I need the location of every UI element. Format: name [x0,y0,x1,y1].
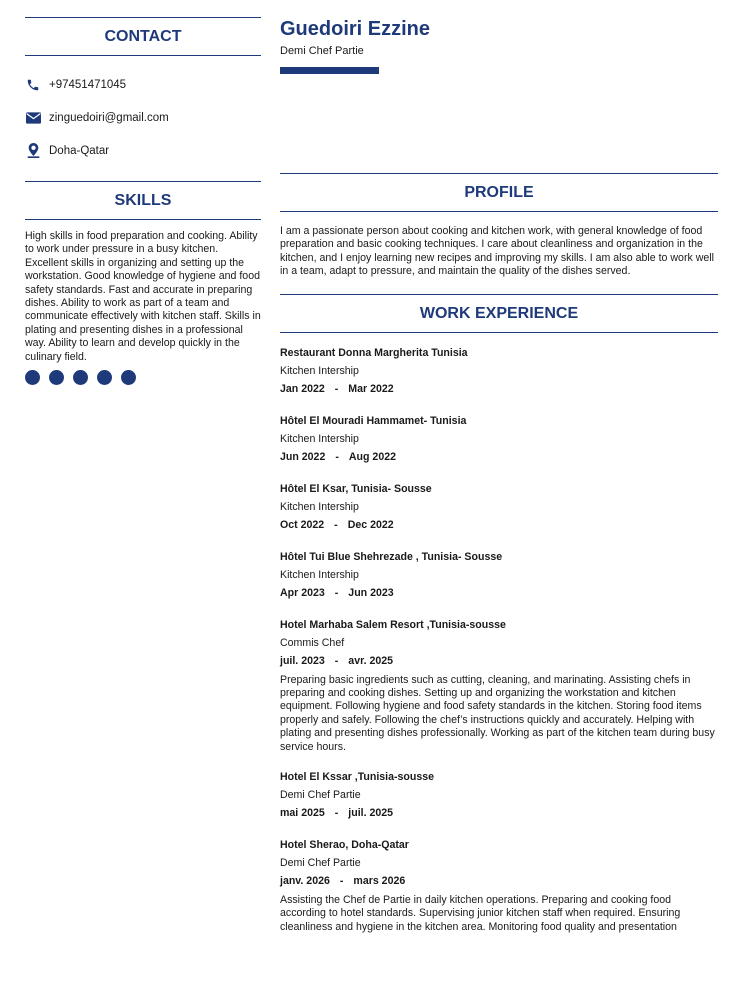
rating-dot [121,370,136,385]
location-text: Doha-Qatar [49,144,110,157]
job-title: Kitchen Intership [280,364,359,377]
contact-phone [25,68,261,101]
job-end: Jun 2023 [348,586,394,599]
job-entry [280,344,718,398]
profile-heading: PROFILE [280,173,718,212]
phone-icon [25,77,41,93]
job-place: Hôtel El Mouradi Hammamet- Tunisia [280,414,467,427]
job-place: Hotel El Kssar ,Tunisia-sousse [280,771,435,784]
job-end: avr. 2025 [348,654,394,667]
job-place: Hôtel El Ksar, Tunisia- Sousse [280,482,432,495]
job-entry [280,412,718,466]
job-end: mars 2026 [353,875,406,888]
job-start: Jun 2022 [280,450,326,463]
job-start: Jan 2022 [280,382,325,395]
skills-text: High skills in food preparation and cooking. Ability to work under pressure in a busy kitchen. Excellent skills in organizing and setting up the workstation. Good knowledge of hygiene and food safety standards. Fast and accurate in preparing dishes. Ability to work as part of a team and communicate effectively with kitchen staff. Skills in plating and presenting dishes in a professional way. Ability to learn and develop quickly in the culinary field. [25,230,261,363]
job-start: janv. 2026 [280,875,330,888]
job-dates [280,380,718,398]
location-pin-icon [25,143,41,159]
job-end: Dec 2022 [347,518,394,531]
date-separator: - [334,382,339,395]
job-start: Apr 2023 [280,586,325,599]
left-column [25,17,261,385]
date-separator: - [339,875,344,888]
contact-location [25,134,261,167]
contact-email [25,101,261,134]
candidate-role: Demi Chef Partie [280,45,364,57]
job-place: Hotel Marhaba Salem Resort ,Tunisia-sousse [280,618,506,631]
date-separator: - [334,807,339,820]
job-entry [280,836,718,934]
job-start: mai 2025 [280,807,325,820]
rating-dot [73,370,88,385]
date-separator: - [334,654,339,667]
contact-heading: CONTACT [25,17,261,56]
job-end: Aug 2022 [348,450,396,463]
date-separator: - [335,450,339,463]
job-dates [280,584,718,602]
job-title: Demi Chef Partie [280,789,361,802]
rating-dot [25,370,40,385]
phone-text[interactable]: +97451471045 [49,78,127,91]
mail-icon [25,110,41,126]
job-list [280,344,718,935]
skills-rating [25,370,261,385]
email-text[interactable]: zinguedoiri@gmail.com [49,111,169,124]
job-place: Restaurant Donna Margherita Tunisia [280,346,468,359]
job-title: Demi Chef Partie [280,857,361,870]
job-dates [280,872,718,890]
contact-list [25,68,261,167]
job-place: Hotel Sherao, Doha-Qatar [280,839,409,852]
candidate-name: Guedoiri Ezzine [280,18,431,40]
right-column [280,17,718,948]
job-entry [280,548,718,602]
job-place: Hôtel Tui Blue Shehrezade , Tunisia- Sousse [280,550,503,563]
job-title: Kitchen Intership [280,500,359,513]
job-title: Commis Chef [280,636,345,649]
job-title: Kitchen Intership [280,432,359,445]
job-dates [280,516,718,534]
rating-dot [49,370,64,385]
name-accent-bar [280,67,379,74]
job-description: Preparing basic ingredients such as cutting, cleaning, and marinating. Assisting chefs in preparing and cooking dishes. Setting up and organizing the workstation and kitchen equipment. Following hygiene and food safety standards in the kitchen. Storing food items properly and safely. Following the chef’s instructions quickly and accurately. Helping with plating and presenting dishes professionally. Working as part of the kitchen team during busy service hours. [280,673,715,753]
work-heading: WORK EXPERIENCE [280,294,718,333]
job-start: Oct 2022 [280,518,325,531]
job-title: Kitchen Intership [280,568,359,581]
job-entry [280,616,718,754]
profile-text: I am a passionate person about cooking and kitchen work, with general knowledge of food preparation and basic cooking techniques. I care about cleanliness and organization in the kitchen, and I enjoy learning new recipes and improving my skills. I am also able to work well in a team, adapt to pressure, and maintain the quality of the dishes served. [280,225,714,278]
rating-dot [97,370,112,385]
skills-heading: SKILLS [25,181,261,220]
job-end: juil. 2025 [348,807,394,820]
job-end: Mar 2022 [348,382,394,395]
job-entry [280,768,718,822]
job-dates [280,804,718,822]
job-dates [280,448,718,466]
job-entry [280,480,718,534]
job-description: Assisting the Chef de Partie in daily kitchen operations. Preparing and cooking food according to hotel standards. Supervising junior kitchen staff when required. Ensuring cleanliness and hygiene in the kitchen area. Monitoring food quality and presentation [280,894,681,933]
job-dates [280,652,718,670]
job-start: juil. 2023 [280,654,325,667]
date-separator: - [334,586,339,599]
date-separator: - [334,518,338,531]
